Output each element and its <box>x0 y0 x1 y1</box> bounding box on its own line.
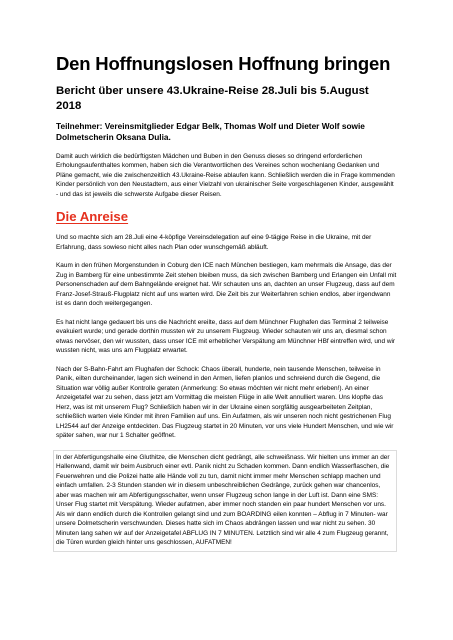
framed-text-box <box>53 450 397 552</box>
document-title: Den Hoffnungslosen Hoffnung bringen <box>56 53 391 74</box>
body-paragraph: Kaum in den frühen Morgenstunden in Coburg den ICE nach München bestiegen, kam mehrmals die Ansage, das der Zug in Bamberg für eine unbestimmte Zeit stehen bleiben muss, da sich zwischen Bamberg und Erlangen ein Unfall mit Personenschaden auf dem Bahngelände ereignet hat. Wir schauten uns an, dachten an unser Flugzeug, dass auf dem Franz-Josef-Strauß-Flugplatz nicht auf uns warten wird. Die Zeit bis zur Weiterfahren schien endlos, aber irgendwann ist es dann doch weitergegangen. <box>56 262 397 308</box>
intro-paragraph: Damit auch wirklich die bedürftigsten Mädchen und Buben in den Genuss dieses so dringend erforderlichen Erholungsaufenthaltes kommen, haben sich die Verantwortlichen des Vereines schon wochenlang Gedanken und Pläne gemacht, wie die zwischenzeitlich 43.Ukraine-Reise ablaufen kann. Schließlich werden die in Frage kommenden Kinder persönlich von den Neustadtern, aus einer Vielzahl von ukrainischer Seite vorgeschlagenen Kinder, ausgewählt - und das ist jeweils die schwerste Aufgabe dieser Reisen. <box>56 152 395 198</box>
body-paragraph: Nach der S-Bahn-Fahrt am Flughafen der Schock: Chaos überall, hunderte, nein tausende Menschen, teilweise in Panik, eilten durcheinander, lagen sich weinend in den Armen, liefen planlos und schreiend durch die Gegend, die Situation war völlig außer Kontrolle geraten (Anmerkung: So etwas möchten wir nicht mehr erleben!). An einer Anzeigetafel war zu sehen, dass jetzt am Vormittag die meisten Flüge in alle Welt annulliert waren. Uns klopfte das Herz, was ist mit unserem Flug? Schließlich haben wir in der Ukraine einen sorgfältig ausgearbeiteten Zeitplan, schließlich warten viele Kinder mit ihren Familien auf uns. Ein Aufatmen, als wir unseren noch nicht gestrichenen Flug LH2544 auf der Anzeige entdeckten. Das Flugzeug startet in 20 Minuten, vor uns viele Hundert Menschen, und wie wir später sahen, war nur 1 Schalter geöffnet. <box>56 365 394 440</box>
section-heading-text: Die Anreise <box>56 209 129 225</box>
body-paragraph: Es hat nicht lange gedauert bis uns die Nachricht ereilte, dass auf dem Münchner Flughafen das Terminal 2 teilweise evakuiert wurde; und gerade dorthin mussten wir zu unserem Flugzeug. Wieder schauten wir uns an, diesmal schon etwas nervöser, den wir wussten, dass unser ICE mit erheblicher Verspätung am Münchner HBf eintreffen wird, und wir wussten nicht, was uns am Flugplatz erwartet. <box>56 318 396 355</box>
body-paragraph: Und so machte sich am 28.Juli eine 4-köpfige Vereinsdelegation auf eine 9-tägige Reise in die Ukraine, mit der Erfahrung, dass sowieso nicht alles nach Plan oder wunschgemäß abläuft. <box>56 234 372 251</box>
section-heading <box>56 208 397 225</box>
framed-paragraph: In der Abfertigungshalle eine Gluthitze, die Menschen dicht gedrängt, alle schweißnass. Wir hielten uns immer an der Hallenwand, damit wir beim Ausbruch einer evtl. Panik nicht zu Schaden kommen. Dann endlich Wasserflaschen, die Feuerwehren und die Polizei hatte alle Hände voll zu tun, damit nicht immer mehr Menschen schlapp machen und einfach umfallen. 2-3 Stunden standen wir in diesem unbeschreiblichen Gedränge, zurück gehen war chancenlos, aber was machen wir am Abfertigungsschalter, wenn unser Flugzeug schon lange in der Luft ist. Dann eine SMS: Unser Flug startet mit Verspätung. Wieder aufatmen, aber immer noch standen ein paar hundert Menschen vor uns. Als wir dann endlich durch die Kontrollen gelangt sind und zum BOARDING eilen konnten – Abflug in 7 Minuten- war unsere Dolmetscherin verschwunden. Dieses hatte sich im Chaos abdrängen lassen und war nicht zu sehen. 30 Minuten lang sahen wir auf der Anzeigetafel ABFLUG IN 7 MINUTEN. Letztlich sind wir alle 4 zum Flugzeug gerannt, die Türen wurden gleich hinter uns geschlossen, AUFATMEN! <box>56 453 390 547</box>
document-subtitle: Bericht über unsere 43.Ukraine-Reise 28.Juli bis 5.August 2018 <box>56 85 369 112</box>
participants-line: Teilnehmer: Vereinsmitglieder Edgar Belk, Thomas Wolf und Dieter Wolf sowie Dolmetscherin Oksana Dulia. <box>56 121 365 143</box>
